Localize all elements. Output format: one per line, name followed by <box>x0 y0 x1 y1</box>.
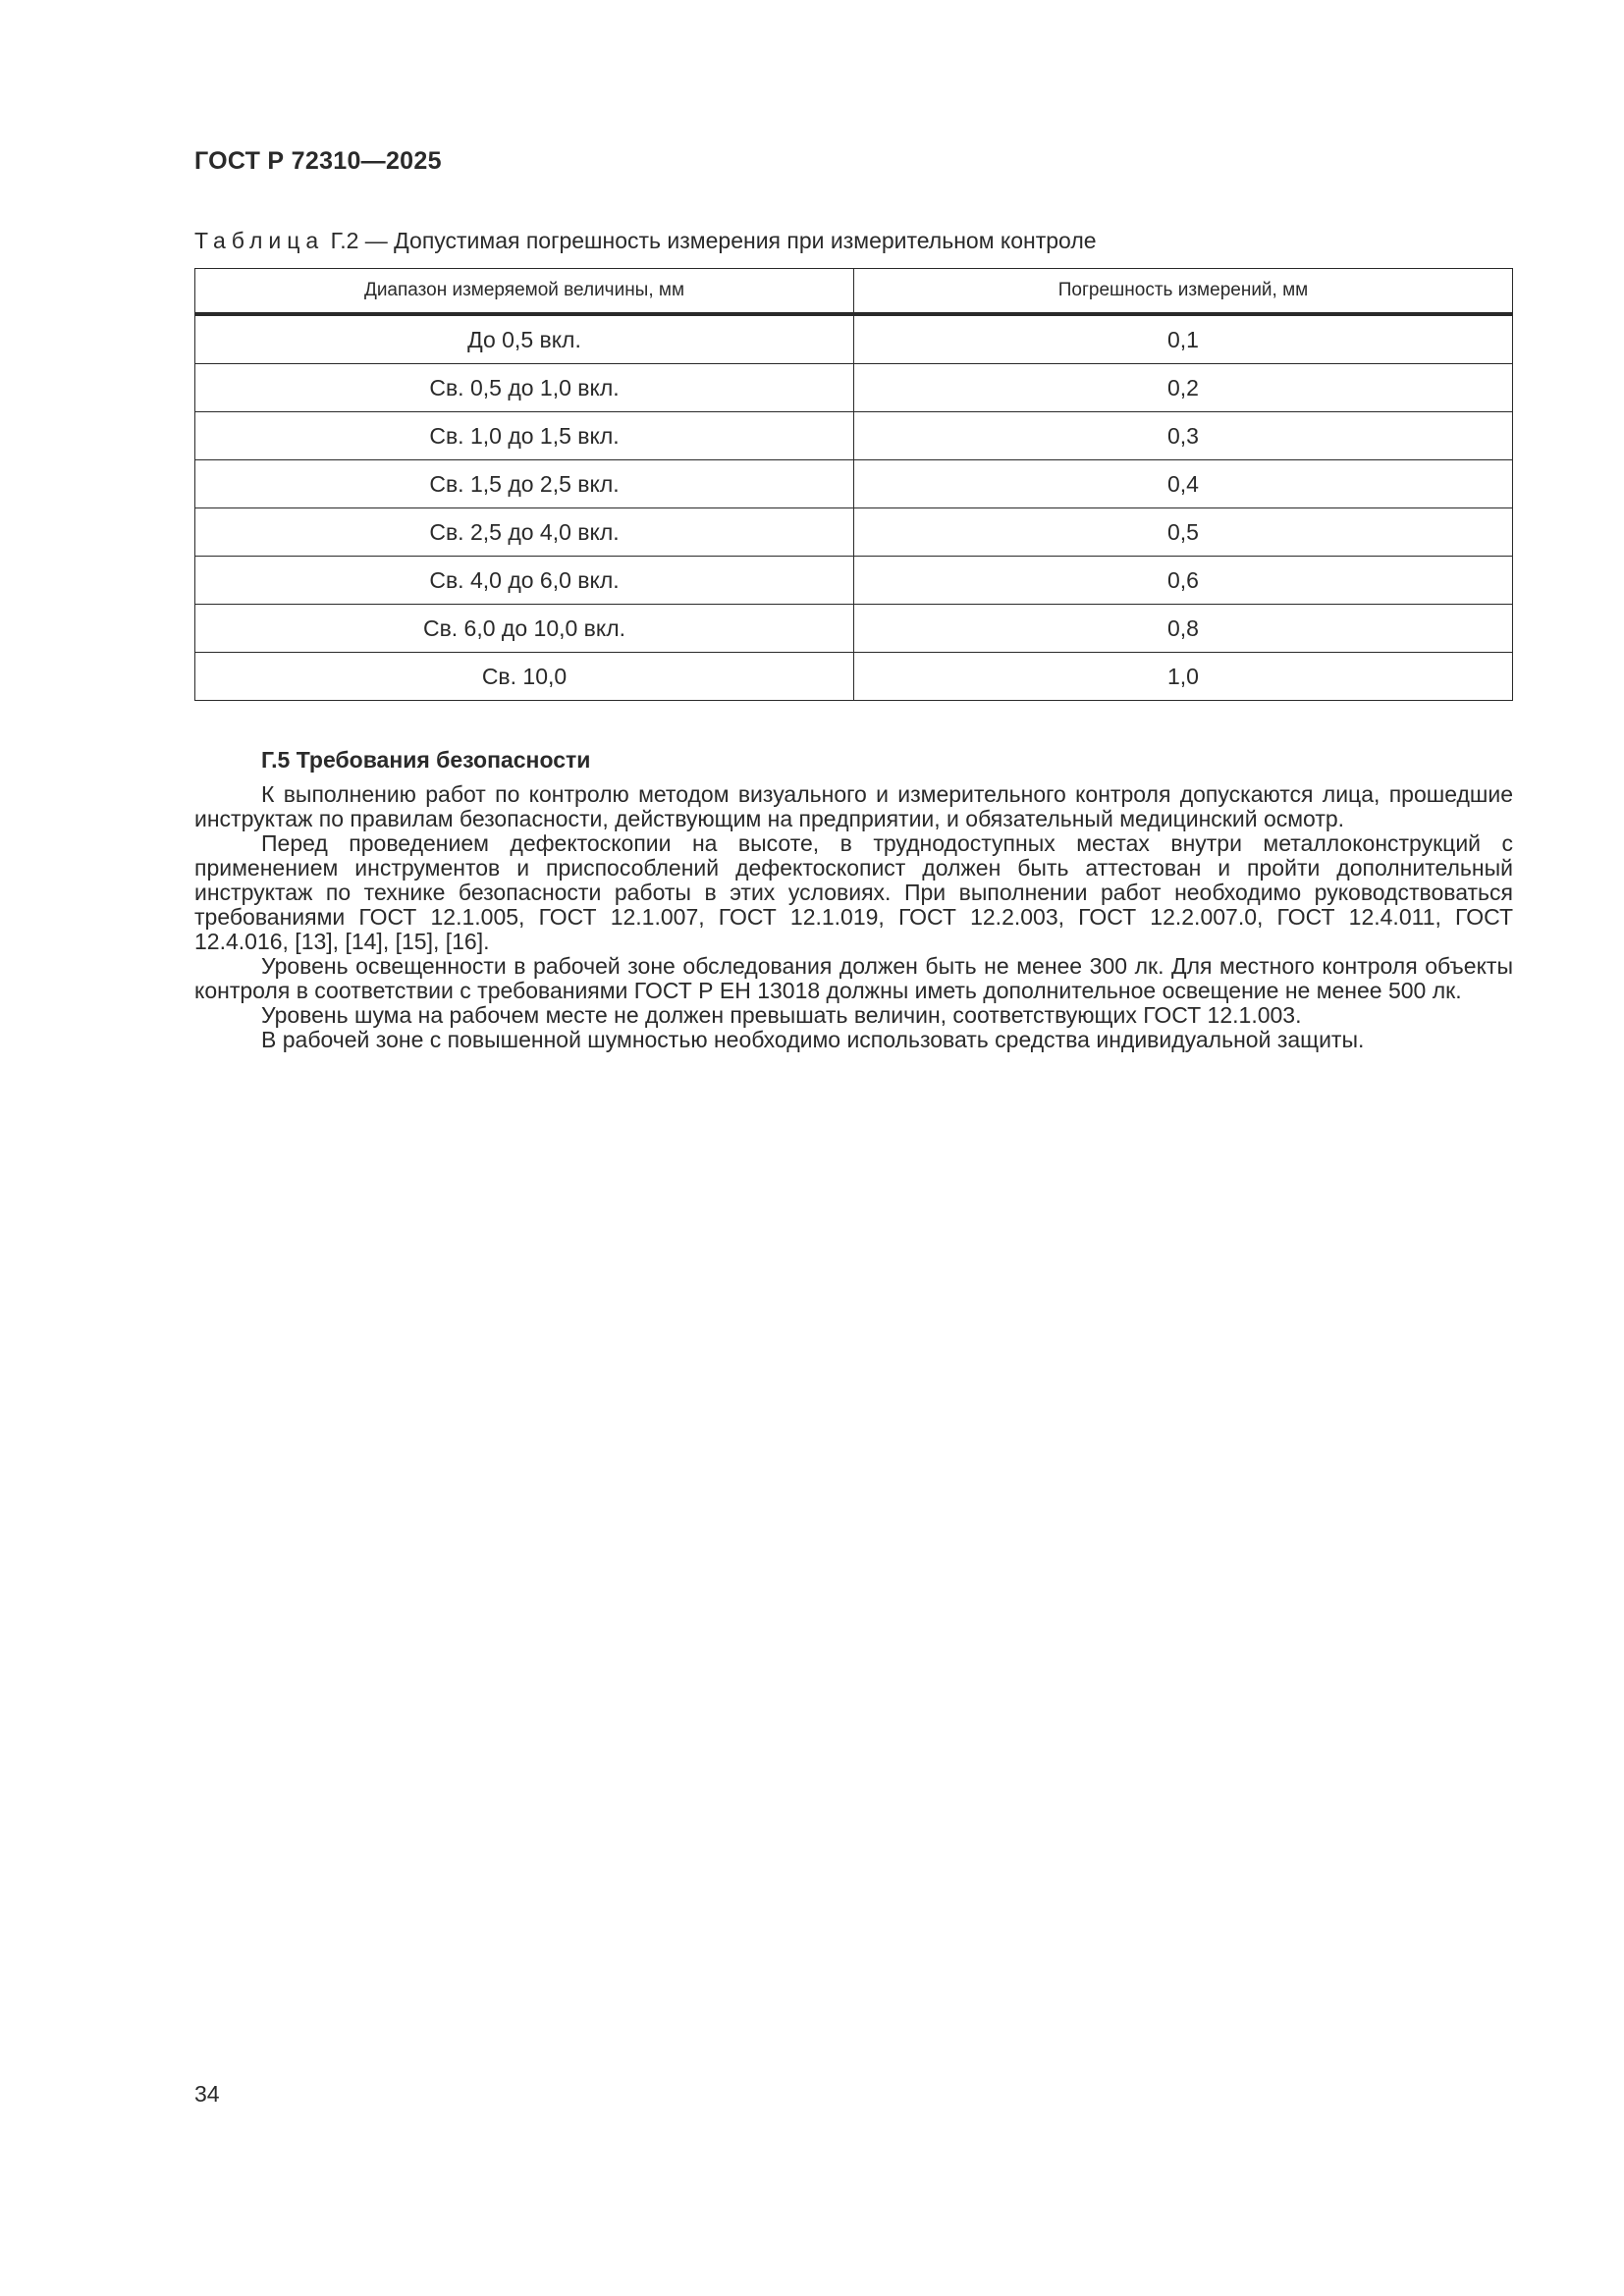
error-cell: 0,6 <box>854 557 1513 605</box>
table-caption <box>194 228 1097 254</box>
table-header-row <box>195 269 1513 315</box>
column-header-error: Погрешность измерений, мм <box>854 269 1513 315</box>
range-cell: Св. 1,5 до 2,5 вкл. <box>195 460 854 508</box>
table-row <box>195 653 1513 701</box>
table-row <box>195 364 1513 412</box>
table-row <box>195 557 1513 605</box>
paragraph: Уровень шума на рабочем месте не должен превышать величин, соответствующих ГОСТ 12.1.003. <box>261 1002 1302 1028</box>
paragraph: В рабочей зоне с повышенной шумностью необходимо использовать средства индивидуальной защиты. <box>261 1027 1365 1052</box>
safety-section <box>194 748 1513 1052</box>
table-caption-text: Г.2 — Допустимая погрешность измерения при измерительном контроле <box>330 228 1097 253</box>
error-cell: 1,0 <box>854 653 1513 701</box>
error-cell: 0,8 <box>854 605 1513 653</box>
paragraph: К выполнению работ по контролю методом визуального и измерительного контроля допускаются лица, прошедшие инструктаж по правилам безопасности, действующим на предприятии, и обязательный медицинский осмотр. <box>194 781 1513 831</box>
error-cell: 0,2 <box>854 364 1513 412</box>
table-row <box>195 508 1513 557</box>
page-number: 34 <box>194 2081 220 2107</box>
error-cell: 0,5 <box>854 508 1513 557</box>
paragraph: Перед проведением дефектоскопии на высоте, в труднодоступных местах внутри металлоконструкций с применением инструментов и приспособлений дефектоскопист должен быть аттестован и пройти дополнительный инструктаж по технике безопасности работы в этих условиях. При выполнении работ необходимо руководствоваться требованиями ГОСТ 12.1.005, ГОСТ 12.1.007, ГОСТ 12.1.019, ГОСТ 12.2.003, ГОСТ 12.2.007.0, ГОСТ 12.4.011, ГОСТ 12.4.016, [13], [14], [15], [16]. <box>194 830 1513 954</box>
range-cell: Св. 0,5 до 1,0 вкл. <box>195 364 854 412</box>
range-cell: Св. 1,0 до 1,5 вкл. <box>195 412 854 460</box>
range-cell: Св. 4,0 до 6,0 вкл. <box>195 557 854 605</box>
table-row <box>195 460 1513 508</box>
range-cell: Св. 6,0 до 10,0 вкл. <box>195 605 854 653</box>
document-header: ГОСТ Р 72310—2025 <box>194 147 442 175</box>
error-cell: 0,1 <box>854 314 1513 364</box>
table-caption-label: Таблица <box>194 228 325 253</box>
column-header-range: Диапазон измеряемой величины, мм <box>195 269 854 315</box>
table-row <box>195 412 1513 460</box>
paragraph: Уровень освещенности в рабочей зоне обследования должен быть не менее 300 лк. Для местного контроля объекты контроля в соответствии с требованиями ГОСТ Р ЕН 13018 должны иметь дополнительное освещение не менее 500 лк. <box>194 953 1513 1003</box>
range-cell: До 0,5 вкл. <box>195 314 854 364</box>
section-title: Г.5 Требования безопасности <box>261 747 591 773</box>
table-row <box>195 314 1513 364</box>
range-cell: Св. 10,0 <box>195 653 854 701</box>
table-row <box>195 605 1513 653</box>
error-cell: 0,3 <box>854 412 1513 460</box>
tolerance-table <box>194 268 1513 701</box>
range-cell: Св. 2,5 до 4,0 вкл. <box>195 508 854 557</box>
error-cell: 0,4 <box>854 460 1513 508</box>
